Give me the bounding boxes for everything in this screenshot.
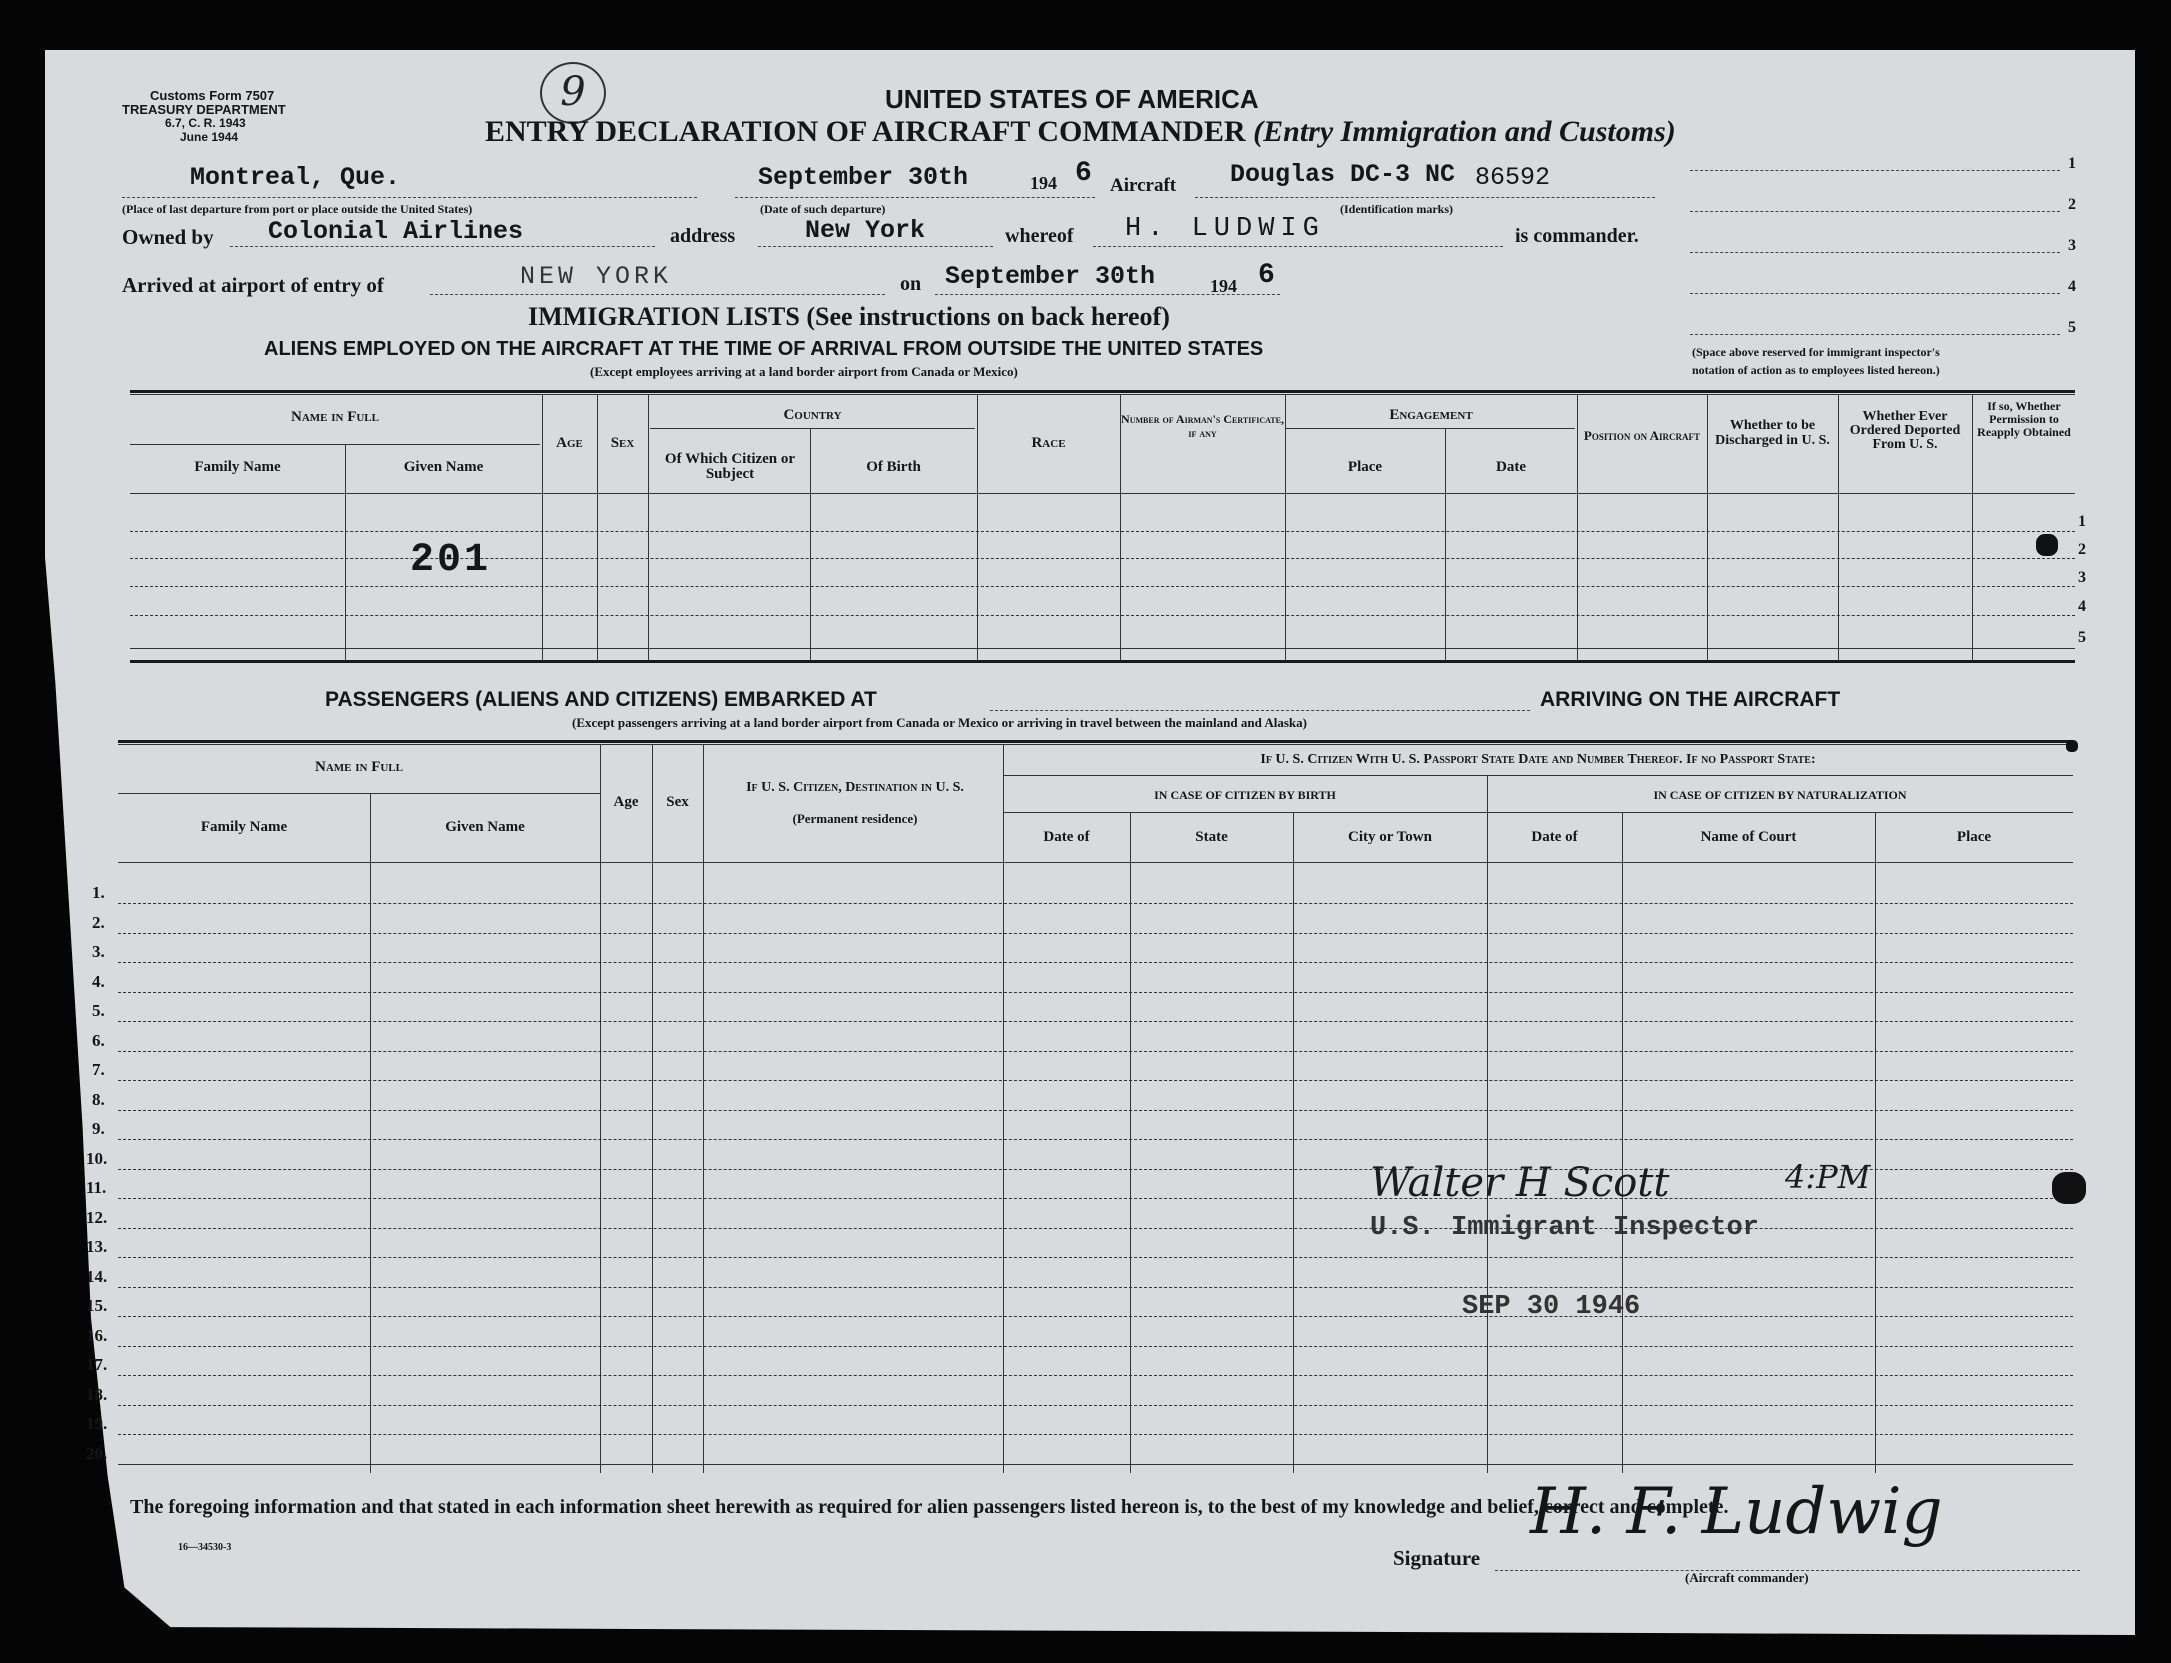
title-italic: (Entry Immigration and Customs) [1253, 115, 1676, 148]
margin-line-4 [1690, 293, 2060, 294]
pass-hdr-court: Name of Court [1700, 829, 1797, 845]
form-date: June 1944 [180, 130, 239, 144]
imm-hdr-date: Date [1496, 459, 1526, 475]
imm-hdr-age: Age [556, 435, 583, 451]
pass-hdr-sex: Sex [666, 794, 689, 810]
owner-line [230, 246, 655, 247]
pass-top-rule-2 [118, 744, 2073, 745]
passenger-row-number: 4. [92, 971, 105, 991]
passenger-row-line [118, 962, 2073, 963]
pass-case-sub-rule [1003, 812, 2073, 813]
passenger-row-line [118, 1139, 2073, 1140]
pass-hdr-state: State [1195, 829, 1228, 845]
pass-col-5 [1003, 744, 1004, 1473]
pass-hdr-name: Name in Full [314, 759, 403, 775]
commander-name: H. LUDWIG [1125, 214, 1325, 244]
title-main [485, 115, 1676, 149]
imm-row-line-4 [130, 615, 2075, 616]
pass-col-1 [370, 793, 371, 1473]
imm-col-13 [1972, 394, 1973, 660]
margin-note-1: (Space above reserved for immigrant inspector's [1692, 345, 1940, 359]
pass-col-9 [1622, 812, 1623, 1473]
address-label: address [670, 225, 736, 247]
margin-num-5: 5 [2068, 319, 2076, 336]
arrival-year-suffix: 6 [1258, 260, 1275, 291]
imm-row-line-1 [130, 531, 2075, 532]
aircraft-number: 86592 [1475, 163, 1551, 192]
passenger-row-line [118, 1169, 2073, 1170]
margin-line-1 [1690, 170, 2060, 171]
passenger-row-number: 20. [86, 1443, 108, 1463]
arrived-on-label: on [900, 273, 922, 295]
page-number-mark: 9 [540, 62, 606, 124]
immigration-subtitle: ALIENS EMPLOYED ON THE AIRCRAFT AT THE TIME OF ARRIVAL FROM OUTSIDE THE UNITED STATES [264, 338, 1264, 360]
pass-hdr-city: City or Town [1348, 829, 1432, 845]
passenger-row-line [118, 1464, 2073, 1465]
margin-line-2 [1690, 211, 2060, 212]
pass-hdr-by-birth: IN CASE OF CITIZEN BY BIRTH [1154, 788, 1336, 802]
margin-num-4: 4 [2068, 278, 2076, 295]
imm-col-2 [542, 394, 543, 660]
pass-hdr-destination-sub: (Permanent residence) [792, 811, 918, 826]
punch-hole-bottom [2052, 1172, 2086, 1204]
imm-header-bottom [130, 493, 2075, 494]
imm-col-11 [1707, 394, 1708, 660]
passenger-row-line [118, 1257, 2073, 1258]
imm-col-1 [345, 444, 346, 660]
form-department: TREASURY DEPARTMENT [122, 102, 286, 117]
passenger-row-line [118, 1110, 2073, 1111]
passenger-row-line [118, 1405, 2073, 1406]
margin-num-3: 3 [2068, 237, 2076, 254]
imm-row-line-3 [130, 586, 2075, 587]
imm-row-num-2: 2 [2078, 541, 2086, 558]
print-code: 16—34530-3 [178, 1542, 232, 1553]
passenger-row-number: 10. [86, 1148, 108, 1168]
imm-hdr-permission: If so, Whether Permission to Reapply Obtained [1977, 399, 2071, 439]
imm-country-sub-rule [650, 428, 975, 429]
pass-col-10 [1875, 812, 1876, 1473]
margin-line-5 [1690, 334, 2060, 335]
aircraft-line [1195, 197, 1655, 198]
passenger-row-line [118, 1287, 2073, 1288]
imm-col-6 [977, 394, 978, 660]
pass-name-sub-rule [118, 793, 600, 794]
passenger-row-line [118, 933, 2073, 934]
passenger-row-number: 7. [92, 1060, 105, 1079]
arrival-airport: NEW YORK [520, 262, 673, 291]
departure-place: Montreal, Que. [190, 163, 401, 192]
pass-header-bottom [118, 862, 2073, 863]
imm-hdr-citizen: Of Which Citizen or Subject [664, 451, 796, 482]
form-regulation: 6.7, C. R. 1943 [165, 116, 246, 130]
imm-col-8 [1285, 394, 1286, 660]
inspection-date-stamp: SEP 30 1946 [1462, 1292, 1641, 1322]
arrival-year-prefix: 194 [1210, 276, 1237, 296]
departure-date-line [735, 197, 1095, 198]
pass-hdr-date-of: Date of [1043, 829, 1090, 845]
imm-row-num-5: 5 [2078, 629, 2086, 646]
pass-col-4 [703, 744, 704, 1473]
passenger-row-line [118, 992, 2073, 993]
passengers-note: (Except passengers arriving at a land border airport from Canada or Mexico or arriving in travel between the mainland and Alaska) [572, 715, 1307, 730]
commander-line [1093, 246, 1503, 247]
inspector-title: U.S. Immigrant Inspector [1370, 1213, 1759, 1243]
passenger-row-line [118, 1375, 2073, 1376]
owned-label: Owned by [122, 225, 214, 249]
passenger-row-line [118, 1346, 2073, 1347]
punch-hole-top [2036, 534, 2058, 556]
passenger-row-line [118, 1316, 2073, 1317]
pass-col-7 [1293, 812, 1294, 1473]
passenger-row-number: 19. [86, 1414, 108, 1433]
aircraft-id: Douglas DC-3 NC [1230, 160, 1456, 189]
imm-hdr-place: Place [1347, 459, 1383, 475]
passenger-row-number: 2. [92, 912, 105, 932]
passenger-row-number: 8. [92, 1089, 105, 1109]
arrived-label: Arrived at airport of entry of [122, 273, 384, 297]
pass-col-3 [652, 744, 653, 1473]
departure-line [122, 197, 697, 198]
imm-top-rule [130, 390, 2075, 393]
aircraft-caption: (Identification marks) [1340, 202, 1453, 216]
commander-suffix: is commander. [1515, 225, 1639, 247]
pass-hdr-by-naturalization: IN CASE OF CITIZEN BY NATURALIZATION [1653, 788, 1907, 802]
signature-label: Signature [1393, 1546, 1481, 1570]
imm-name-sub-rule [130, 444, 540, 445]
owner-name: Colonial Airlines [268, 217, 524, 246]
aircraft-label: Aircraft [1110, 175, 1177, 196]
imm-hdr-birth: Of Birth [866, 459, 921, 475]
owner-address: New York [805, 216, 926, 245]
departure-caption: (Place of last departure from port or place outside the United States) [122, 202, 473, 216]
pass-hdr-given: Given Name [445, 819, 525, 835]
imm-engagement-sub-rule [1285, 428, 1575, 429]
passengers-title-left: PASSENGERS (ALIENS AND CITIZENS) EMBARKED AT [325, 688, 877, 711]
imm-col-4 [648, 394, 649, 660]
passenger-row-number: 1. [92, 883, 105, 902]
address-line [758, 246, 993, 247]
passenger-row-number: 17. [86, 1355, 108, 1374]
passenger-row-number: 16. [86, 1325, 108, 1345]
passenger-row-line [118, 1051, 2073, 1052]
title-country: UNITED STATES OF AMERICA [885, 84, 1259, 114]
margin-note-2: notation of action as to employees listed hereon.) [1692, 363, 1940, 377]
passenger-row-number: 6. [92, 1030, 105, 1050]
imm-col-12 [1838, 394, 1839, 660]
passenger-row-number: 9. [92, 1119, 105, 1138]
commander-signature: H. F. Ludwig [1530, 1475, 1943, 1549]
passenger-row-number: 5. [92, 1001, 105, 1020]
pass-col-6 [1130, 812, 1131, 1473]
imm-hdr-sex: Sex [610, 435, 635, 451]
pass-hdr-passport: If U. S. Citizen With U. S. Passport State Date and Number Thereof. If no Passport State: [1260, 752, 1816, 767]
departure-date-caption: (Date of such departure) [760, 202, 886, 216]
form-number: Customs Form 7507 [150, 88, 275, 103]
passenger-row-number: 12. [86, 1207, 108, 1227]
passenger-row-line [118, 1021, 2073, 1022]
passenger-row-number: 18. [86, 1384, 108, 1404]
signature-caption: (Aircraft commander) [1685, 1570, 1809, 1585]
imm-bottom-rule [130, 648, 2075, 649]
margin-num-1: 1 [2068, 155, 2076, 172]
passenger-row-line [118, 1228, 2073, 1229]
margin-num-2: 2 [2068, 196, 2076, 213]
pass-col-2 [600, 744, 601, 1473]
margin-line-3 [1690, 252, 2060, 253]
title-main-text: ENTRY DECLARATION OF AIRCRAFT COMMANDER [485, 115, 1246, 148]
passenger-row-line [118, 1198, 2073, 1199]
pass-hdr-date-of-2: Date of [1531, 829, 1578, 845]
imm-row-num-3: 3 [2078, 569, 2086, 586]
inspector-time: 4:PM [1785, 1158, 1871, 1196]
imm-col-3 [597, 394, 598, 660]
pass-hdr-family: Family Name [200, 819, 288, 835]
arrival-airport-line [430, 294, 885, 295]
imm-hdr-position: Position on Aircraft [1583, 428, 1701, 443]
passenger-row-number: 3. [92, 942, 105, 961]
imm-bottom-rule-2 [130, 660, 2075, 663]
imm-hdr-given: Given Name [403, 459, 484, 475]
imm-hdr-airman: Number of Airman's Certificate, if any [1121, 412, 1284, 440]
departure-year-prefix: 194 [1030, 173, 1057, 193]
immigration-note: (Except employees arriving at a land border airport from Canada or Mexico) [590, 364, 1018, 379]
passenger-row-number: 13. [86, 1237, 108, 1256]
certification-statement: The foregoing information and that stated in each information sheet herewith as required for alien passengers listed hereon is, to the best of my knowledge and belief, correct and complete. [130, 1496, 1729, 1518]
whereof-label: whereof [1005, 225, 1074, 247]
imm-col-10 [1577, 394, 1578, 660]
imm-hdr-family: Family Name [194, 459, 281, 475]
punch-mark [2066, 740, 2078, 752]
imm-hdr-race: Race [1031, 435, 1066, 451]
pass-hdr-destination: If U. S. Citizen, Destination in U. S. [746, 780, 964, 795]
passengers-title-right: ARRIVING ON THE AIRCRAFT [1540, 688, 1841, 711]
pass-hdr-place: Place [1956, 829, 1992, 845]
passenger-row-number: 15. [86, 1296, 108, 1315]
pass-hdr-age: Age [613, 794, 639, 810]
immigration-title: IMMIGRATION LISTS (See instructions on back hereof) [528, 302, 1170, 331]
passenger-row-number: 14. [86, 1266, 108, 1286]
arrival-date-line [935, 294, 1280, 295]
departure-date: September 30th [758, 163, 969, 192]
embarked-at-line [990, 710, 1530, 711]
imm-hdr-country: Country [783, 407, 842, 423]
inspector-signature: Walter H Scott [1370, 1160, 1670, 1206]
departure-year-suffix: 6 [1075, 158, 1092, 189]
passenger-row-line [118, 1080, 2073, 1081]
pass-top-rule [118, 740, 2073, 743]
stamped-number: 201 [410, 538, 492, 583]
imm-top-rule-2 [130, 394, 2075, 395]
pass-passport-sub-rule [1003, 775, 2073, 776]
imm-hdr-engagement: Engagement [1389, 407, 1473, 423]
arrival-date: September 30th [945, 262, 1156, 291]
passenger-row-line [118, 1434, 2073, 1435]
imm-hdr-name: Name in Full [290, 409, 379, 425]
passenger-row-line [118, 903, 2073, 904]
imm-hdr-deported: Whether Ever Ordered Deported From U. S. [1849, 409, 1961, 452]
pass-col-8 [1487, 775, 1488, 1473]
imm-hdr-discharged: Whether to be Discharged in U. S. [1715, 418, 1830, 448]
passenger-row-number: 11. [86, 1178, 107, 1197]
imm-row-num-1: 1 [2078, 513, 2086, 530]
imm-row-num-4: 4 [2078, 598, 2086, 615]
